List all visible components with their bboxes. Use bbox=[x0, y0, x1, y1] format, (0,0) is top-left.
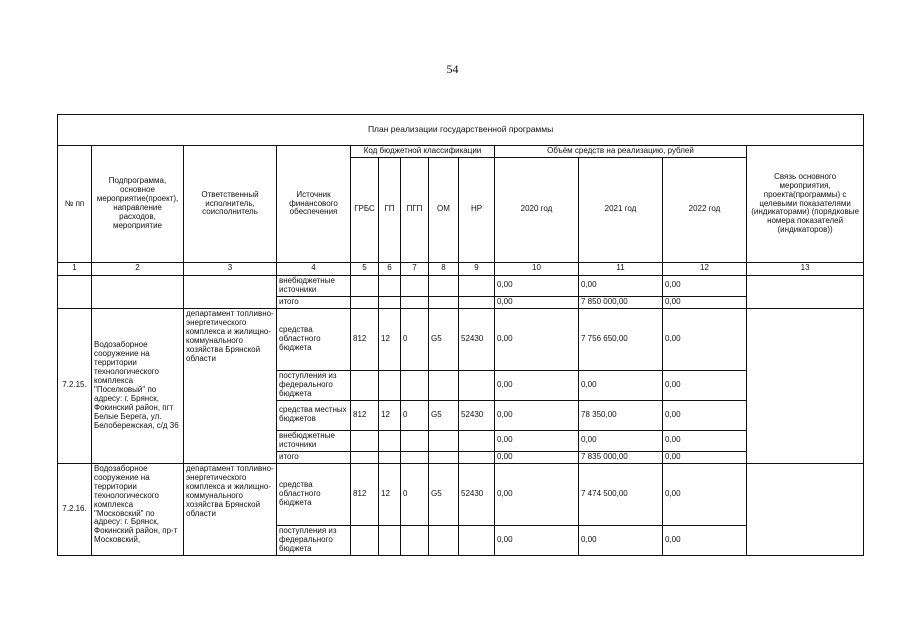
table-row bbox=[58, 308, 864, 370]
header-om: ОМ bbox=[429, 157, 459, 262]
header-subprogram: Подпрограмма, основное мероприятие(проект), направление расходов, мероприятие bbox=[92, 146, 184, 263]
gp-cell: 12 bbox=[379, 463, 401, 525]
pgp-cell: 0 bbox=[401, 308, 429, 370]
grbs-cell: 812 bbox=[351, 400, 379, 430]
prev-executor-cell bbox=[184, 275, 277, 308]
pgp-cell bbox=[401, 430, 429, 451]
col-number: 13 bbox=[747, 262, 864, 275]
header-gp: ГП bbox=[379, 157, 401, 262]
item-link-cell bbox=[747, 308, 864, 463]
gp-cell bbox=[379, 430, 401, 451]
col-number: 7 bbox=[401, 262, 429, 275]
col-number: 8 bbox=[429, 262, 459, 275]
col-number: 4 bbox=[277, 262, 351, 275]
grbs-cell: 812 bbox=[351, 463, 379, 525]
source-cell: внебюджетные источники bbox=[277, 430, 351, 451]
value-2022: 0,00 bbox=[663, 308, 747, 370]
om-cell bbox=[429, 525, 459, 555]
col-number: 9 bbox=[459, 262, 495, 275]
header-2022: 2022 год bbox=[663, 157, 747, 262]
prev-num-cell bbox=[58, 275, 92, 308]
header-2020: 2020 год bbox=[495, 157, 579, 262]
table-row bbox=[58, 463, 864, 525]
grbs-cell bbox=[351, 370, 379, 400]
pgp-cell bbox=[401, 525, 429, 555]
prev-name-cell bbox=[92, 275, 184, 308]
col-number: 10 bbox=[495, 262, 579, 275]
pgp-cell: 0 bbox=[401, 400, 429, 430]
gp-cell bbox=[379, 370, 401, 400]
value-2021: 0,00 bbox=[579, 430, 663, 451]
om-cell: G5 bbox=[429, 463, 459, 525]
value-2020: 0,00 bbox=[495, 275, 579, 296]
value-2021: 7 850 000,00 bbox=[579, 296, 663, 308]
value-2022: 0,00 bbox=[663, 463, 747, 525]
col-number: 2 bbox=[92, 262, 184, 275]
om-cell bbox=[429, 370, 459, 400]
gp-cell bbox=[379, 525, 401, 555]
item-number: 7.2.16. bbox=[58, 463, 92, 555]
np-cell bbox=[459, 451, 495, 463]
value-2020: 0,00 bbox=[495, 451, 579, 463]
header-volume: Объём средств на реализацию, рублей bbox=[495, 146, 747, 158]
col-number: 3 bbox=[184, 262, 277, 275]
value-2022: 0,00 bbox=[663, 370, 747, 400]
source-cell: поступления из федерального бюджета bbox=[277, 525, 351, 555]
om-cell bbox=[429, 451, 459, 463]
grbs-cell bbox=[351, 451, 379, 463]
value-2021: 7 756 650,00 bbox=[579, 308, 663, 370]
pgp-cell bbox=[401, 451, 429, 463]
header-source: Источник финансового обеспечения bbox=[277, 146, 351, 263]
col-number: 1 bbox=[58, 262, 92, 275]
header-grbs: ГРБС bbox=[351, 157, 379, 262]
header-row bbox=[58, 146, 864, 158]
item-name: Водозаборное сооружение на территории технологического комплекса "Московский" по адресу: г. Брянск, Фокинский район, пр-т Московский, bbox=[92, 463, 184, 555]
value-2021: 0,00 bbox=[579, 275, 663, 296]
value-2021: 7 474 500,00 bbox=[579, 463, 663, 525]
grbs-cell: 812 bbox=[351, 308, 379, 370]
header-budget-code: Код бюджетной классификации bbox=[351, 146, 495, 158]
value-2020: 0,00 bbox=[495, 370, 579, 400]
header-pgp: ПГП bbox=[401, 157, 429, 262]
value-2022: 0,00 bbox=[663, 275, 747, 296]
om-cell: G5 bbox=[429, 308, 459, 370]
om-cell: G5 bbox=[429, 400, 459, 430]
np-cell bbox=[459, 430, 495, 451]
value-2020: 0,00 bbox=[495, 463, 579, 525]
np-cell: 52430 bbox=[459, 400, 495, 430]
page-number: 54 bbox=[446, 62, 459, 76]
value-2021: 78 350,00 bbox=[579, 400, 663, 430]
value-2022: 0,00 bbox=[663, 296, 747, 308]
source-cell: средства местных бюджетов bbox=[277, 400, 351, 430]
item-number: 7.2.15. bbox=[58, 308, 92, 463]
value-2020: 0,00 bbox=[495, 525, 579, 555]
value-2021: 0,00 bbox=[579, 370, 663, 400]
source-cell: поступления из федерального бюджета bbox=[277, 370, 351, 400]
pgp-cell: 0 bbox=[401, 463, 429, 525]
grbs-cell bbox=[351, 525, 379, 555]
value-2020: 0,00 bbox=[495, 308, 579, 370]
item-link-cell bbox=[747, 463, 864, 555]
item-name: Водозаборное сооружение на территории технологического комплекса "Поселковый" по адресу: г. Брянск, Фокинский район, пгт Белые Берега, ул. Белобережская, с/д 36 bbox=[92, 308, 184, 463]
pgp-cell bbox=[401, 370, 429, 400]
program-plan-table bbox=[57, 114, 864, 556]
value-2022: 0,00 bbox=[663, 400, 747, 430]
header-link: Связь основного мероприятия, проекта(программы) с целевыми показателями (индикаторами) (порядковые номера показателей (индикаторов)) bbox=[747, 146, 864, 263]
col-number: 12 bbox=[663, 262, 747, 275]
value-2022: 0,00 bbox=[663, 430, 747, 451]
value-2020: 0,00 bbox=[495, 430, 579, 451]
gp-cell: 12 bbox=[379, 400, 401, 430]
source-cell: итого bbox=[277, 451, 351, 463]
source-cell: средства областного бюджета bbox=[277, 308, 351, 370]
value-2020: 0,00 bbox=[495, 296, 579, 308]
value-2022: 0,00 bbox=[663, 451, 747, 463]
item-executor: департамент топливно-энергетического комплекса и жилищно-коммунального хозяйства Брянской области bbox=[184, 308, 277, 463]
header-num: № пп bbox=[58, 146, 92, 263]
table-title: План реализации государственной программы bbox=[58, 115, 864, 146]
np-cell bbox=[459, 370, 495, 400]
grbs-cell bbox=[351, 430, 379, 451]
col-number: 5 bbox=[351, 262, 379, 275]
prev-link-cell bbox=[747, 275, 864, 308]
col-number: 11 bbox=[579, 262, 663, 275]
np-cell bbox=[459, 525, 495, 555]
gp-cell: 12 bbox=[379, 308, 401, 370]
value-2021: 0,00 bbox=[579, 525, 663, 555]
header-2021: 2021 год bbox=[579, 157, 663, 262]
header-np: НР bbox=[459, 157, 495, 262]
np-cell: 52430 bbox=[459, 308, 495, 370]
col-number: 6 bbox=[379, 262, 401, 275]
value-2020: 0,00 bbox=[495, 400, 579, 430]
table-row bbox=[58, 275, 864, 296]
np-cell: 52430 bbox=[459, 463, 495, 525]
value-2021: 7 835 000,00 bbox=[579, 451, 663, 463]
gp-cell bbox=[379, 451, 401, 463]
value-2022: 0,00 bbox=[663, 525, 747, 555]
om-cell bbox=[429, 430, 459, 451]
table-title-row bbox=[58, 115, 864, 146]
item-executor: департамент топливно-энергетического комплекса и жилищно-коммунального хозяйства Брянской области bbox=[184, 463, 277, 555]
header-executor: Ответственный исполнитель, соисполнитель bbox=[184, 146, 277, 263]
source-cell: итого bbox=[277, 296, 351, 308]
source-cell: средства областного бюджета bbox=[277, 463, 351, 525]
column-numbers-row bbox=[58, 262, 864, 275]
source-cell: внебюджетные источники bbox=[277, 275, 351, 296]
